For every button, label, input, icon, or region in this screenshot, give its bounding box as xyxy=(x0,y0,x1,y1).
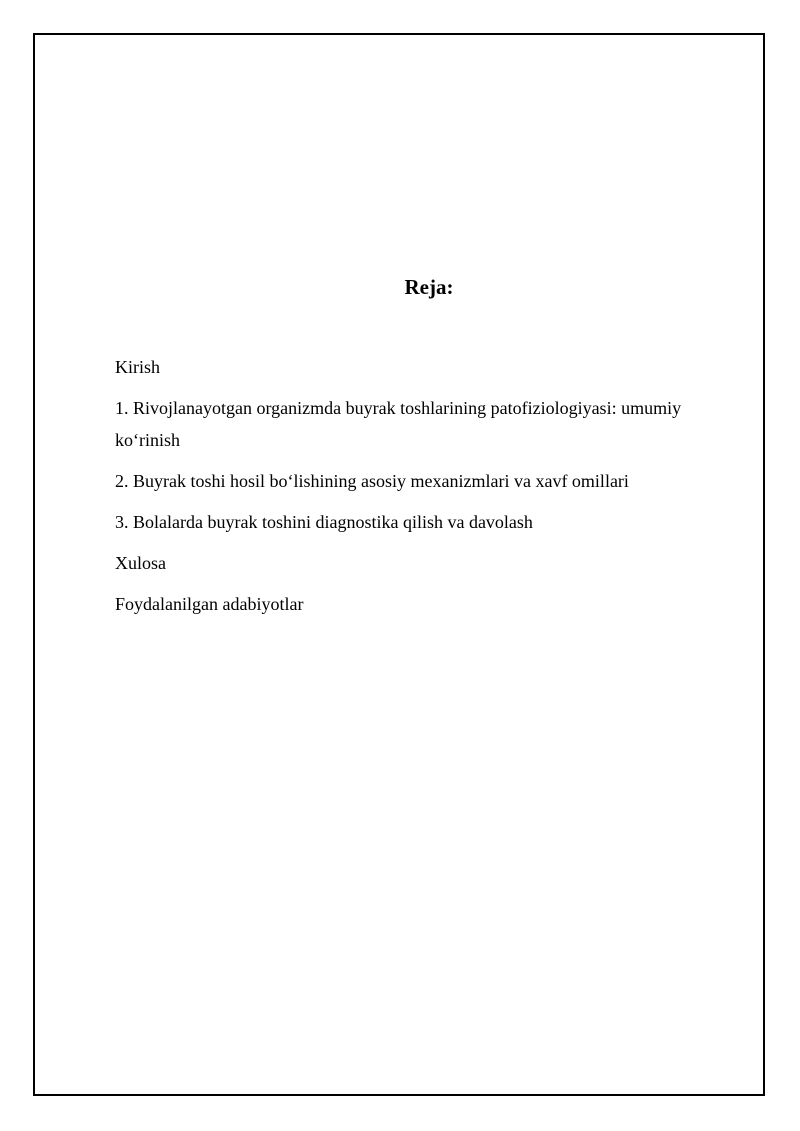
toc-item-chapter-2: 2. Buyrak toshi hosil bo‘lishining asosiy mexanizmlari va xavf omillari xyxy=(115,471,629,491)
page-title: Reja: xyxy=(404,275,454,299)
toc-item-chapter-1: 1. Rivojlanayotgan organizmda buyrak toshlarining patofiziologiyasi: umumiy ko‘rinish xyxy=(115,398,682,450)
toc-item-references: Foydalanilgan adabiyotlar xyxy=(115,594,304,614)
toc-item-conclusion: Xulosa xyxy=(115,553,166,573)
toc-item-chapter-3: 3. Bolalarda buyrak toshini diagnostika qilish va davolash xyxy=(115,512,533,532)
table-of-contents xyxy=(115,351,725,629)
toc-item-introduction: Kirish xyxy=(115,357,160,377)
